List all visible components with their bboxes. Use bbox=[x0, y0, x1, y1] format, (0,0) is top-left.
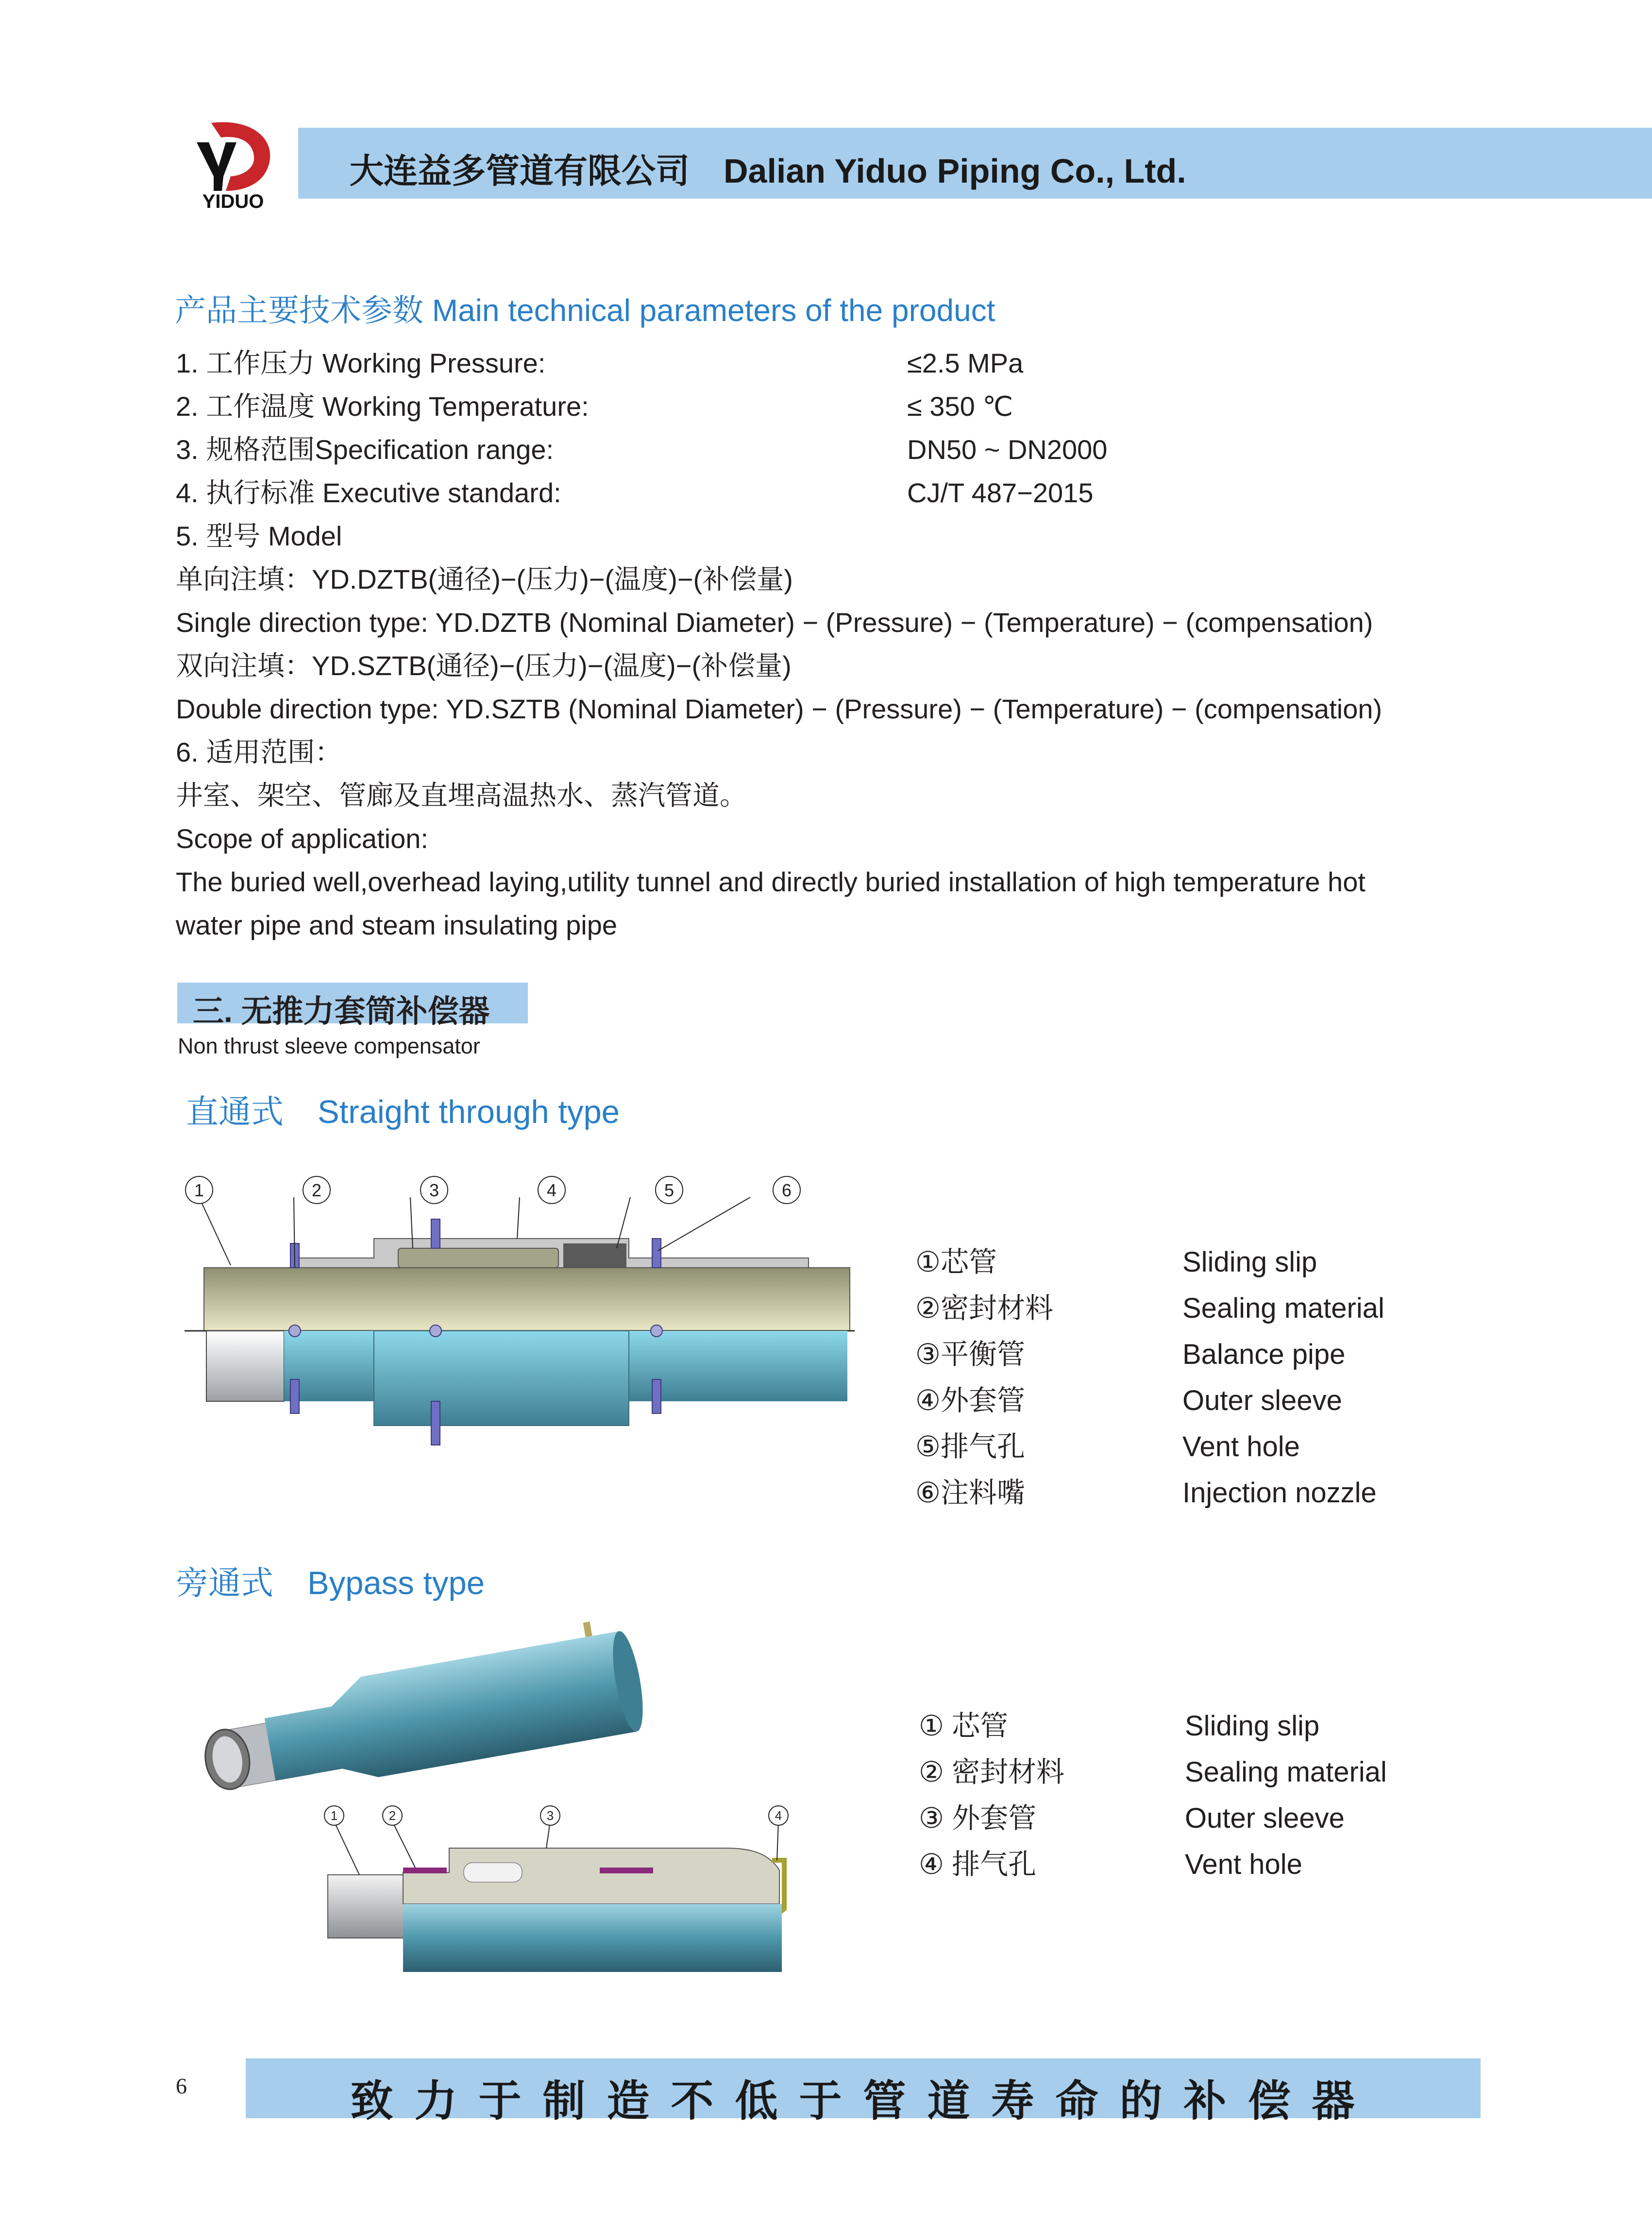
callout-6: 6 bbox=[781, 1180, 792, 1200]
section-band bbox=[177, 983, 528, 1029]
legend-en: Sealing material bbox=[1185, 1756, 1387, 1788]
param-label: 1. 工作压力 Working Pressure: bbox=[176, 348, 546, 378]
balance-pipe-section bbox=[398, 1248, 558, 1268]
param-line: Double direction type: YD.SZTB (Nominal Diameter) − (Pressure) − (Temperature) − (compensation) bbox=[176, 694, 1382, 724]
legend-cn: ③ 外套管 bbox=[919, 1802, 1037, 1834]
company-logo bbox=[192, 118, 274, 210]
param-line: 单向注填：YD.DZTB(通径)−(压力)−(温度)−(补偿量) bbox=[176, 564, 793, 595]
sliding-slip-section bbox=[204, 1268, 850, 1331]
param-line: 5. 型号 Model bbox=[176, 521, 342, 551]
callout-4: 4 bbox=[546, 1180, 557, 1200]
params-title: 产品主要技术参数 Main technical parameters of the product bbox=[175, 293, 995, 328]
param-line: The buried well,overhead laying,utility tunnel and directly buried installation of high temperature hot bbox=[176, 867, 1365, 897]
param-value: ≤ 350 ℃ bbox=[907, 391, 1013, 422]
legend-en: Outer sleeve bbox=[1182, 1385, 1342, 1416]
param-line: 双向注填：YD.SZTB(通径)−(压力)−(温度)−(补偿量) bbox=[176, 650, 792, 681]
legend-en: Balance pipe bbox=[1182, 1339, 1346, 1370]
straight-title-cn: 直通式 bbox=[186, 1094, 284, 1130]
legend-cn: ③平衡管 bbox=[915, 1339, 1025, 1370]
callout-3: 3 bbox=[546, 1808, 554, 1823]
legend-cn: ⑤排气孔 bbox=[915, 1431, 1025, 1462]
param-label: 3. 规格范围Specification range: bbox=[176, 434, 554, 465]
company-name-cn: 大连益多管道有限公司 bbox=[350, 152, 690, 190]
bypass-title-cn: 旁通式 bbox=[176, 1565, 273, 1601]
svg-text:YIDUO: YIDUO bbox=[202, 191, 264, 210]
footer-slogan: 致力于制造不低于管道寿命的补偿器 bbox=[350, 2075, 1376, 2126]
bypass-type-title bbox=[176, 1557, 485, 1604]
outer-sleeve-section bbox=[403, 1848, 779, 1904]
legend-en: Sealing material bbox=[1182, 1292, 1384, 1324]
callout-1: 1 bbox=[194, 1180, 204, 1200]
param-line: water pipe and steam insulating pipe bbox=[176, 910, 618, 940]
bypass-title-en: Bypass type bbox=[307, 1565, 485, 1601]
yiduo-logo-icon bbox=[192, 118, 274, 210]
bypass-3d-render bbox=[192, 1617, 658, 1792]
callout-2: 2 bbox=[388, 1808, 396, 1823]
legend-cn: ① 芯管 bbox=[919, 1710, 1009, 1742]
legend-en: Sliding slip bbox=[1182, 1246, 1317, 1278]
legend-en: Vent hole bbox=[1185, 1849, 1302, 1880]
param-line: 井室、架空、管廊及直埋高温热水、蒸汽管道。 bbox=[176, 780, 747, 811]
param-label: 2. 工作温度 Working Temperature: bbox=[176, 391, 589, 422]
footer-band bbox=[246, 2058, 1481, 2126]
callout-5: 5 bbox=[664, 1180, 674, 1200]
section-subtitle: Non thrust sleeve compensator bbox=[178, 1034, 480, 1058]
callout-4: 4 bbox=[775, 1808, 782, 1823]
page-number: 6 bbox=[176, 2073, 187, 2098]
param-value: ≤2.5 MPa bbox=[907, 348, 1024, 378]
legend-cn: ② 密封材料 bbox=[919, 1756, 1065, 1788]
param-value: CJ/T 487−2015 bbox=[907, 477, 1094, 508]
param-line: Scope of application: bbox=[176, 823, 428, 854]
straight-type-title bbox=[186, 1086, 620, 1133]
callout-3: 3 bbox=[429, 1180, 439, 1200]
param-label: 4. 执行标准 Executive standard: bbox=[176, 477, 561, 508]
legend-en: Sliding slip bbox=[1185, 1710, 1320, 1742]
param-line: Single direction type: YD.DZTB (Nominal Diameter) − (Pressure) − (Temperature) − (compensation) bbox=[176, 607, 1373, 638]
param-line: 6. 适用范围： bbox=[176, 737, 342, 767]
bypass-section-diagram bbox=[318, 1802, 843, 1977]
legend-cn: ①芯管 bbox=[915, 1246, 997, 1278]
straight-type-diagram bbox=[185, 1171, 855, 1486]
legend-cn: ④外套管 bbox=[915, 1385, 1025, 1416]
param-value: DN50 ~ DN2000 bbox=[907, 434, 1108, 465]
legend-cn: ④ 排气孔 bbox=[919, 1849, 1037, 1880]
legend-en: Injection nozzle bbox=[1182, 1477, 1377, 1509]
callout-2: 2 bbox=[311, 1180, 322, 1200]
legend-cn: ②密封材料 bbox=[915, 1292, 1053, 1324]
section-title: 三. 无推力套筒补偿器 bbox=[193, 994, 490, 1029]
callout-1: 1 bbox=[330, 1808, 338, 1823]
company-name bbox=[350, 144, 1186, 193]
company-name-en: Dalian Yiduo Piping Co., Ltd. bbox=[724, 152, 1186, 190]
legend-en: Vent hole bbox=[1182, 1431, 1300, 1462]
legend-en: Outer sleeve bbox=[1185, 1802, 1345, 1834]
legend-cn: ⑥注料嘴 bbox=[915, 1477, 1025, 1509]
straight-title-en: Straight through type bbox=[318, 1094, 620, 1130]
